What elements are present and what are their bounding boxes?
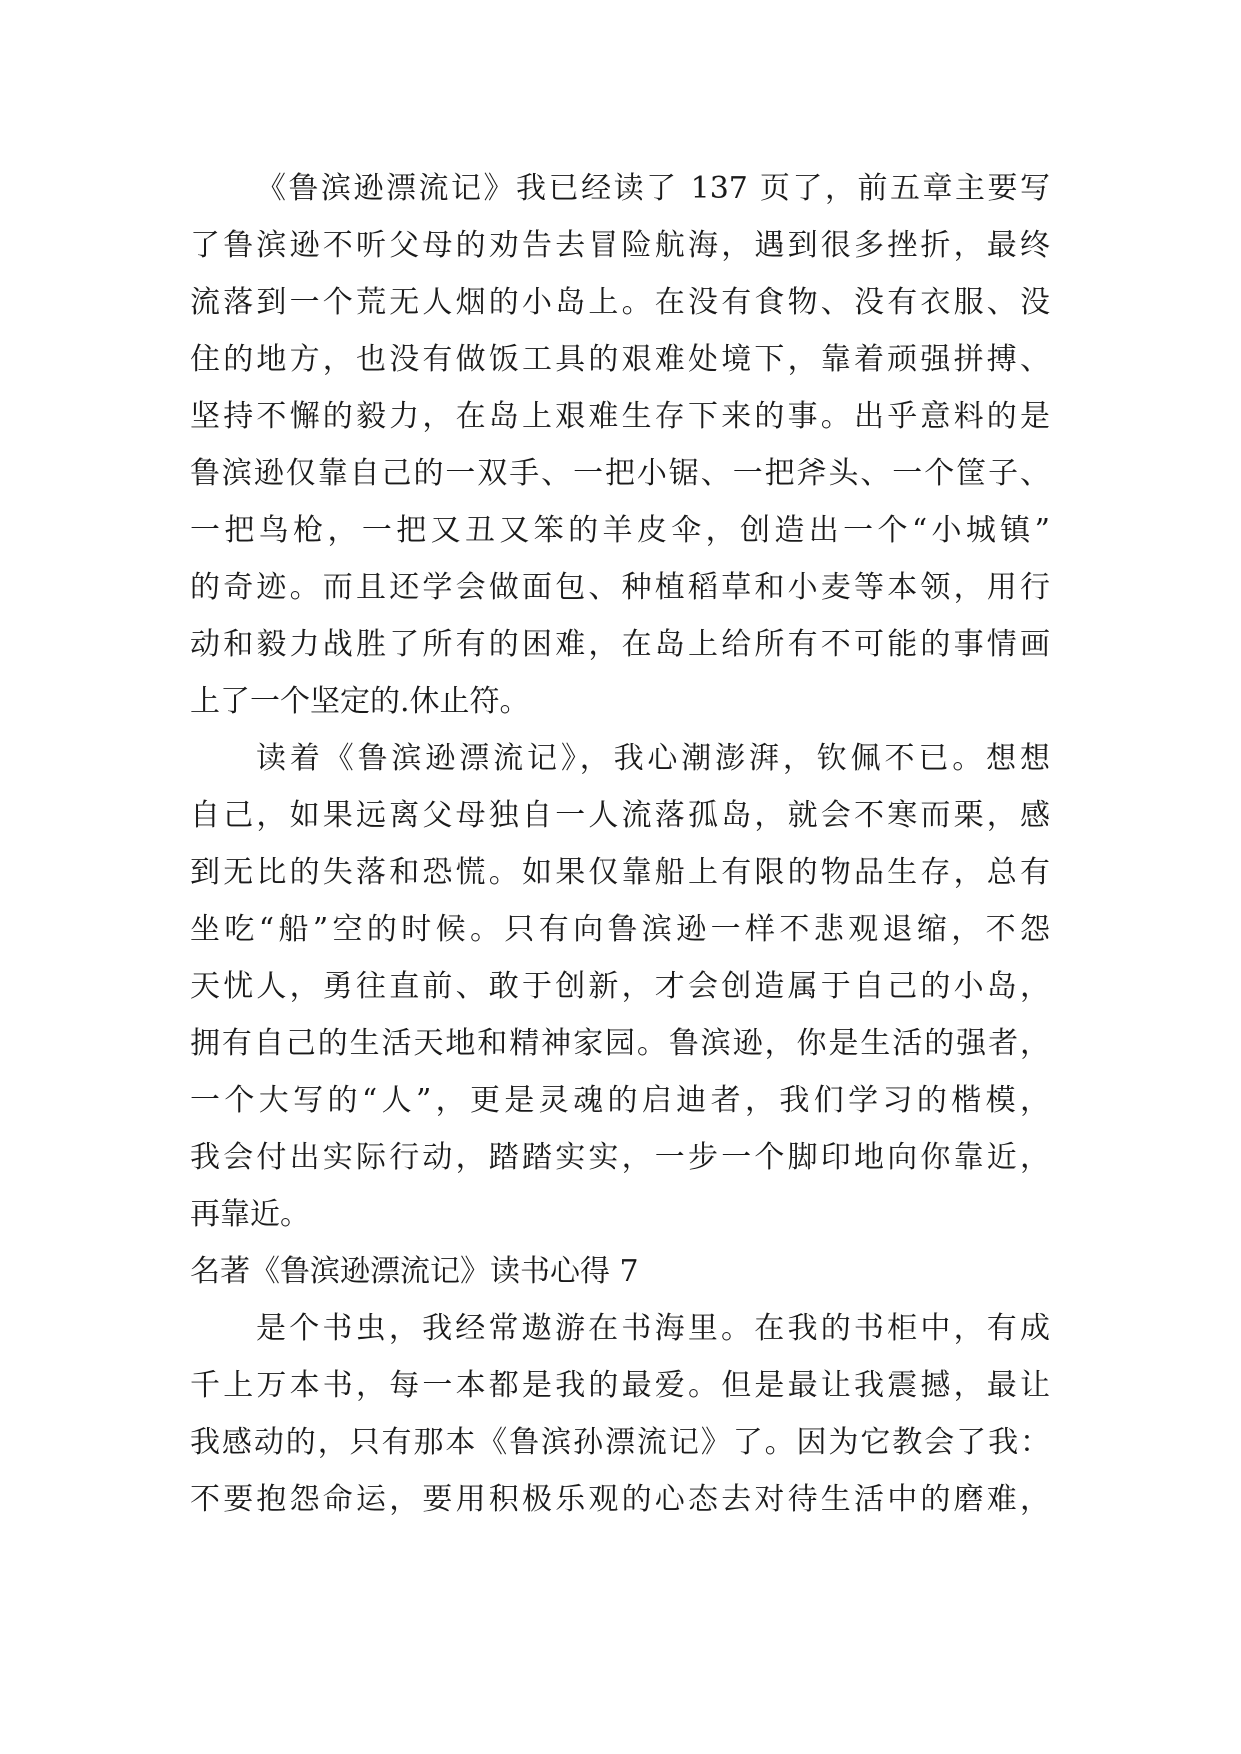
- paragraph: [190, 160, 1050, 730]
- text-line: 一把鸟枪，一把又丑又笨的羊皮伞，创造出一个“小城镇”: [190, 513, 1050, 548]
- text-line: 读着《鲁滨逊漂流记》，我心潮澎湃，钦佩不已。想想: [256, 741, 1050, 776]
- text-line: 再靠近。: [190, 1197, 310, 1232]
- text-line: 不要抱怨命运，要用积极乐观的心态去对待生活中的磨难，: [190, 1482, 1050, 1517]
- text-line: 我会付出实际行动，踏踏实实，一步一个脚印地向你靠近，: [190, 1140, 1050, 1175]
- text-line: 坐吃“船”空的时候。只有向鲁滨逊一样不悲观退缩，不怨: [190, 912, 1050, 947]
- text-line: 我感动的，只有那本《鲁滨孙漂流记》了。因为它教会了我：: [190, 1425, 1050, 1460]
- document-body: [190, 160, 1050, 1528]
- paragraph: [190, 730, 1050, 1243]
- text-line: 拥有自己的生活天地和精神家园。鲁滨逊，你是生活的强者，: [190, 1026, 1050, 1061]
- text-line: 天忧人，勇往直前、敢于创新，才会创造属于自己的小岛，: [190, 969, 1050, 1004]
- text-line: 流落到一个荒无人烟的小岛上。在没有食物、没有衣服、没: [190, 285, 1050, 320]
- text-line: 的奇迹。而且还学会做面包、种植稻草和小麦等本领，用行: [190, 570, 1050, 605]
- text-line: 了鲁滨逊不听父母的劝告去冒险航海，遇到很多挫折，最终: [190, 228, 1050, 263]
- text-line: 住的地方，也没有做饭工具的艰难处境下，靠着顽强拼搏、: [190, 342, 1050, 377]
- text-line: 上了一个坚定的.休止符。: [190, 684, 530, 719]
- text-line: 自己，如果远离父母独自一人流落孤岛，就会不寒而栗，感: [190, 798, 1050, 833]
- section-title: 名著《鲁滨逊漂流记》读书心得 7: [190, 1254, 639, 1289]
- text-line: 动和毅力战胜了所有的困难，在岛上给所有不可能的事情画: [190, 627, 1050, 662]
- text-line: 鲁滨逊仅靠自己的一双手、一把小锯、一把斧头、一个筐子、: [190, 456, 1050, 491]
- text-line: 《鲁滨逊漂流记》我已经读了 137 页了，前五章主要写: [256, 171, 1050, 206]
- text-line: 千上万本书，每一本都是我的最爱。但是最让我震撼，最让: [190, 1368, 1050, 1403]
- text-line: 到无比的失落和恐慌。如果仅靠船上有限的物品生存，总有: [190, 855, 1050, 890]
- paragraph: [190, 1300, 1050, 1528]
- text-line: 一个大写的“人”，更是灵魂的启迪者，我们学习的楷模，: [190, 1083, 1050, 1118]
- text-line: 是个书虫，我经常遨游在书海里。在我的书柜中，有成: [256, 1311, 1050, 1346]
- text-line: 坚持不懈的毅力，在岛上艰难生存下来的事。出乎意料的是: [190, 399, 1050, 434]
